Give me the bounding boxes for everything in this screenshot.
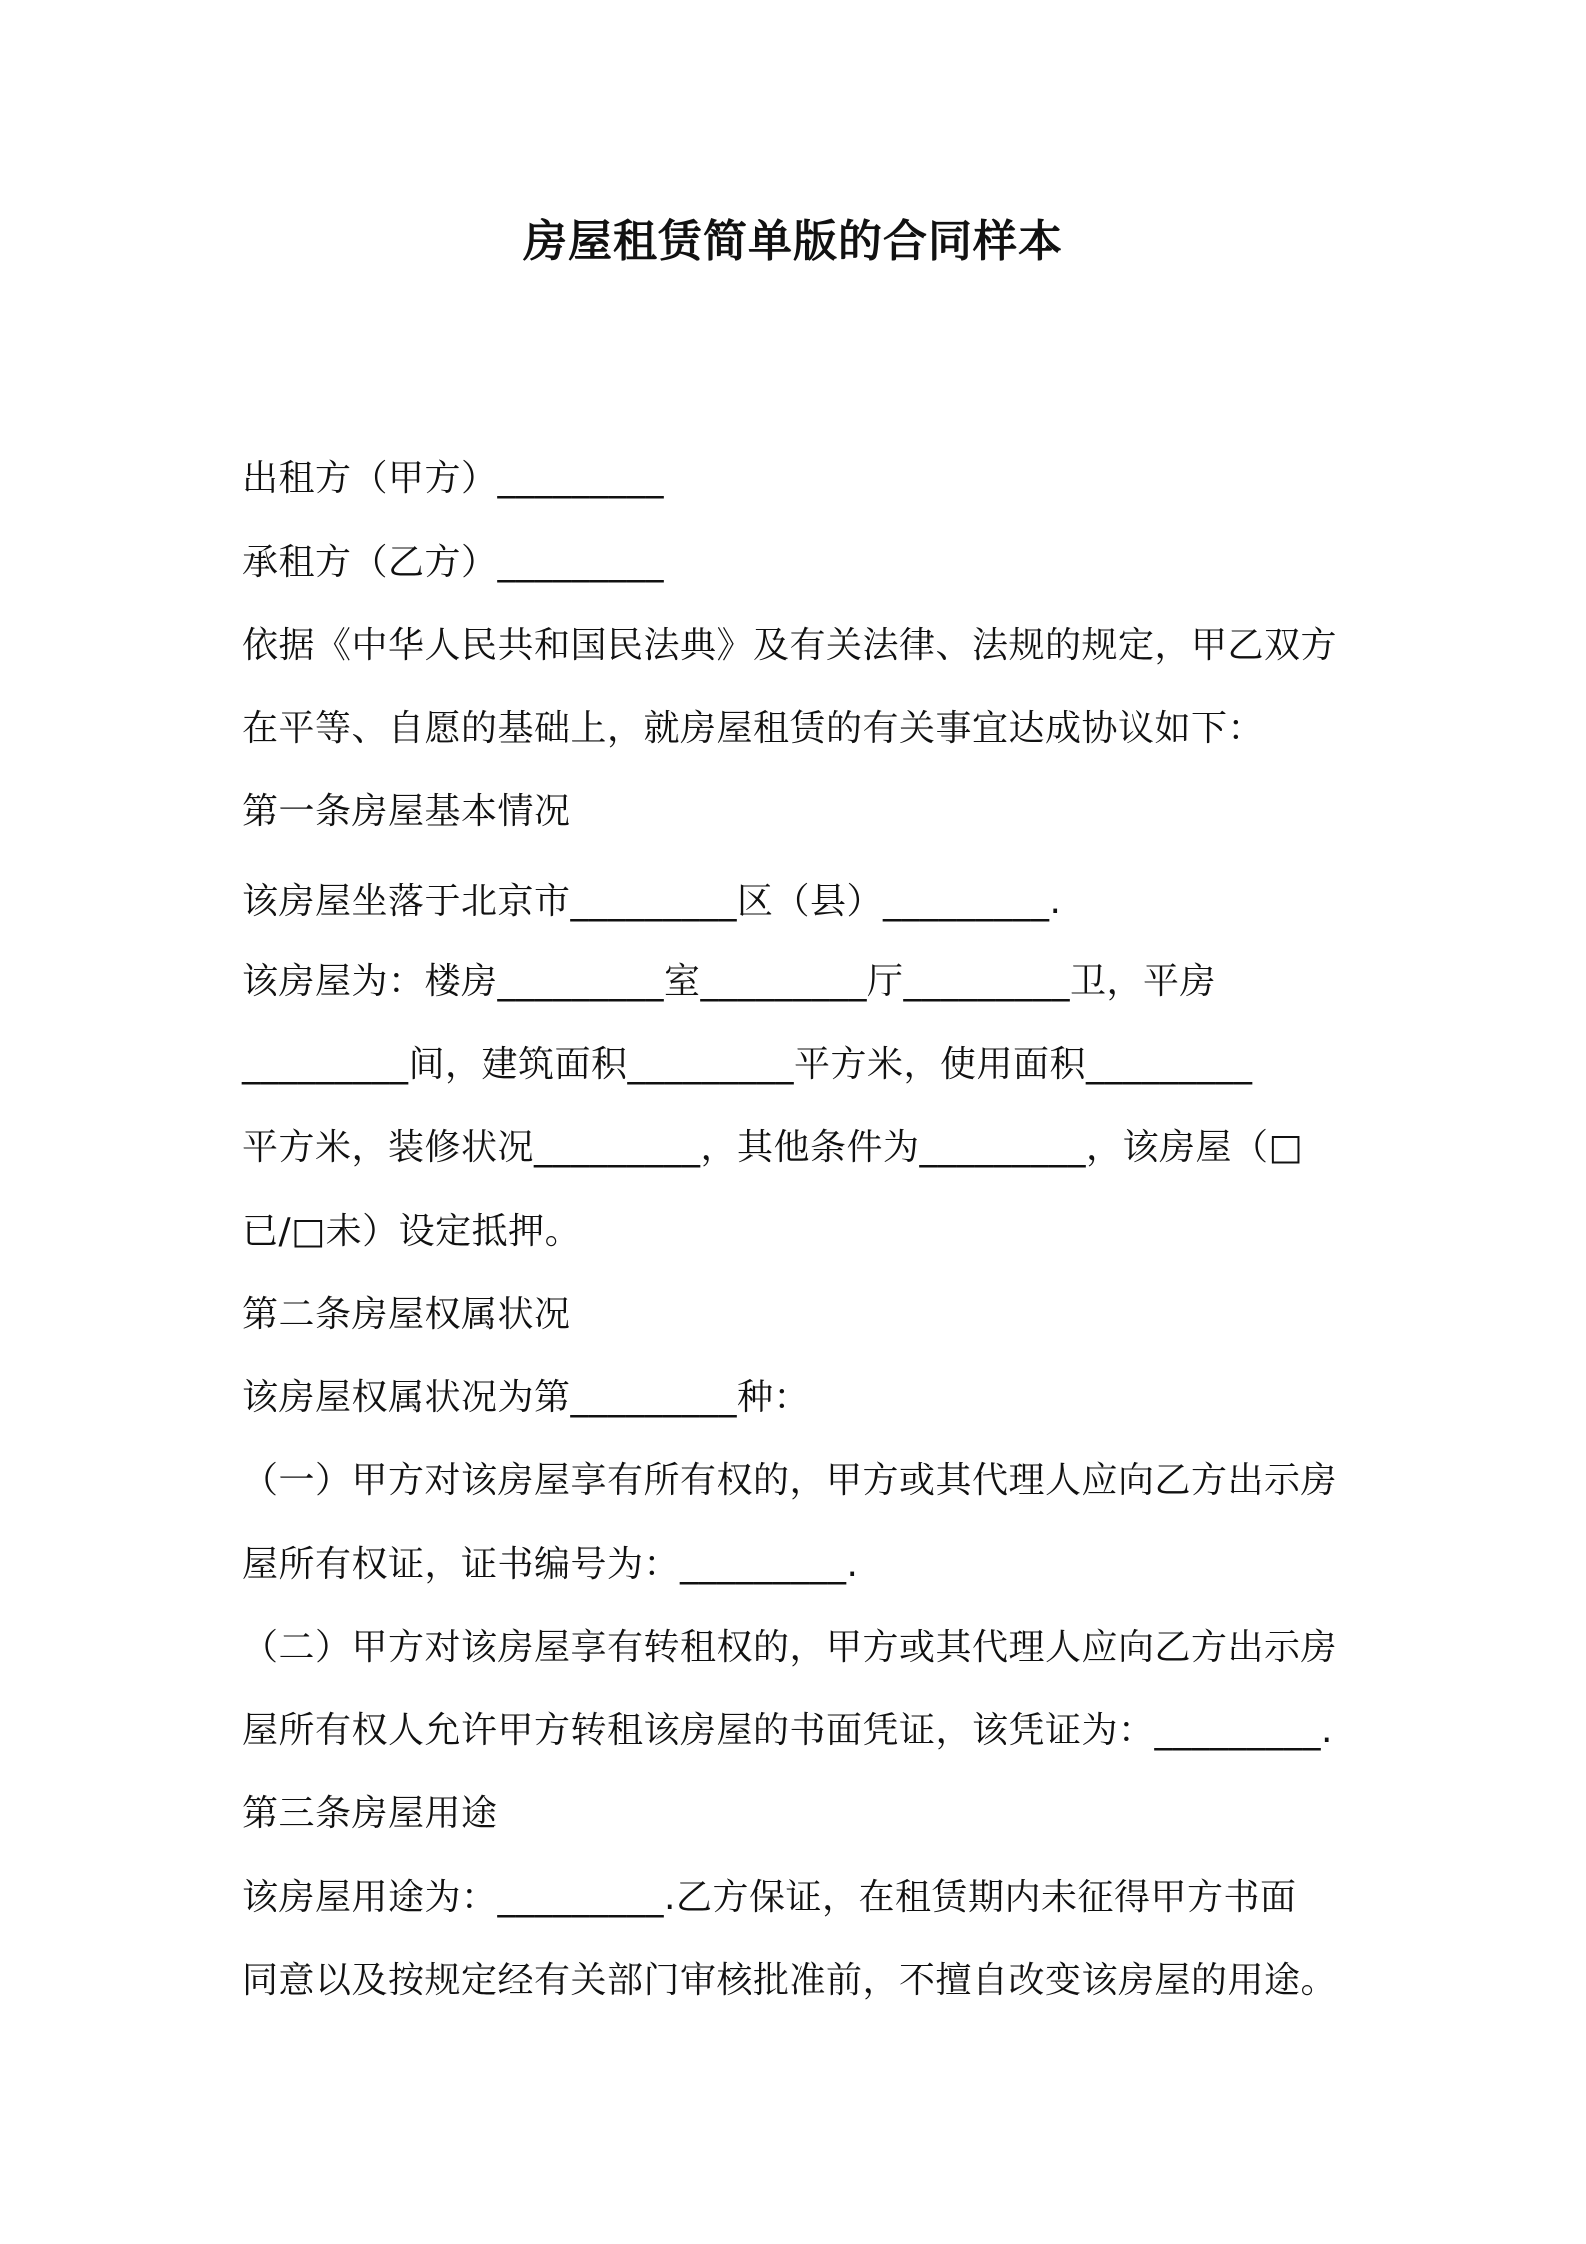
article-1-line-2: 该房屋为：楼房_________室_________厅_________卫，平房 bbox=[242, 961, 1217, 1002]
article-1-line-4: 平方米，装修状况_________，其他条件为_________，该房屋（□ bbox=[242, 1127, 1304, 1168]
article-1-line-1: 该房屋坐落于北京市_________区（县）_________. bbox=[242, 881, 1062, 922]
article-1-heading: 第一条房屋基本情况 bbox=[242, 791, 571, 832]
article-2-line-1: 该房屋权属状况为第_________种： bbox=[242, 1377, 811, 1418]
article-2-item-2-line-1: （二）甲方对该房屋享有转租权的，甲方或其代理人应向乙方出示房 bbox=[242, 1627, 1338, 1668]
article-3-line-2: 同意以及按规定经有关部门审核批准前，不擅自改变该房屋的用途。 bbox=[242, 1960, 1338, 2001]
preamble-line-2: 在平等、自愿的基础上，就房屋租赁的有关事宜达成协议如下： bbox=[242, 708, 1265, 749]
article-2-heading: 第二条房屋权属状况 bbox=[242, 1294, 571, 1335]
article-1-line-3: _________间，建筑面积_________平方米，使用面积_________ bbox=[242, 1044, 1253, 1085]
article-3-line-1: 该房屋用途为：_________.乙方保证，在租赁期内未征得甲方书面 bbox=[242, 1877, 1297, 1918]
document-title: 房屋租赁简单版的合同样本 bbox=[523, 216, 1063, 267]
preamble-line-1: 依据《中华人民共和国民法典》及有关法律、法规的规定，甲乙双方 bbox=[242, 625, 1338, 666]
article-2-item-1-line-2: 屋所有权证，证书编号为：_________. bbox=[242, 1544, 859, 1585]
article-2-item-1-line-1: （一）甲方对该房屋享有所有权的，甲方或其代理人应向乙方出示房 bbox=[242, 1460, 1338, 1501]
party-b-line: 承租方（乙方）_________ bbox=[242, 542, 665, 583]
party-a-line: 出租方（甲方）_________ bbox=[242, 458, 665, 499]
article-3-heading: 第三条房屋用途 bbox=[242, 1793, 498, 1834]
article-1-line-5: 已/□未）设定抵押。 bbox=[242, 1211, 582, 1252]
article-2-item-2-line-2: 屋所有权人允许甲方转租该房屋的书面凭证，该凭证为：_________. bbox=[242, 1710, 1333, 1751]
